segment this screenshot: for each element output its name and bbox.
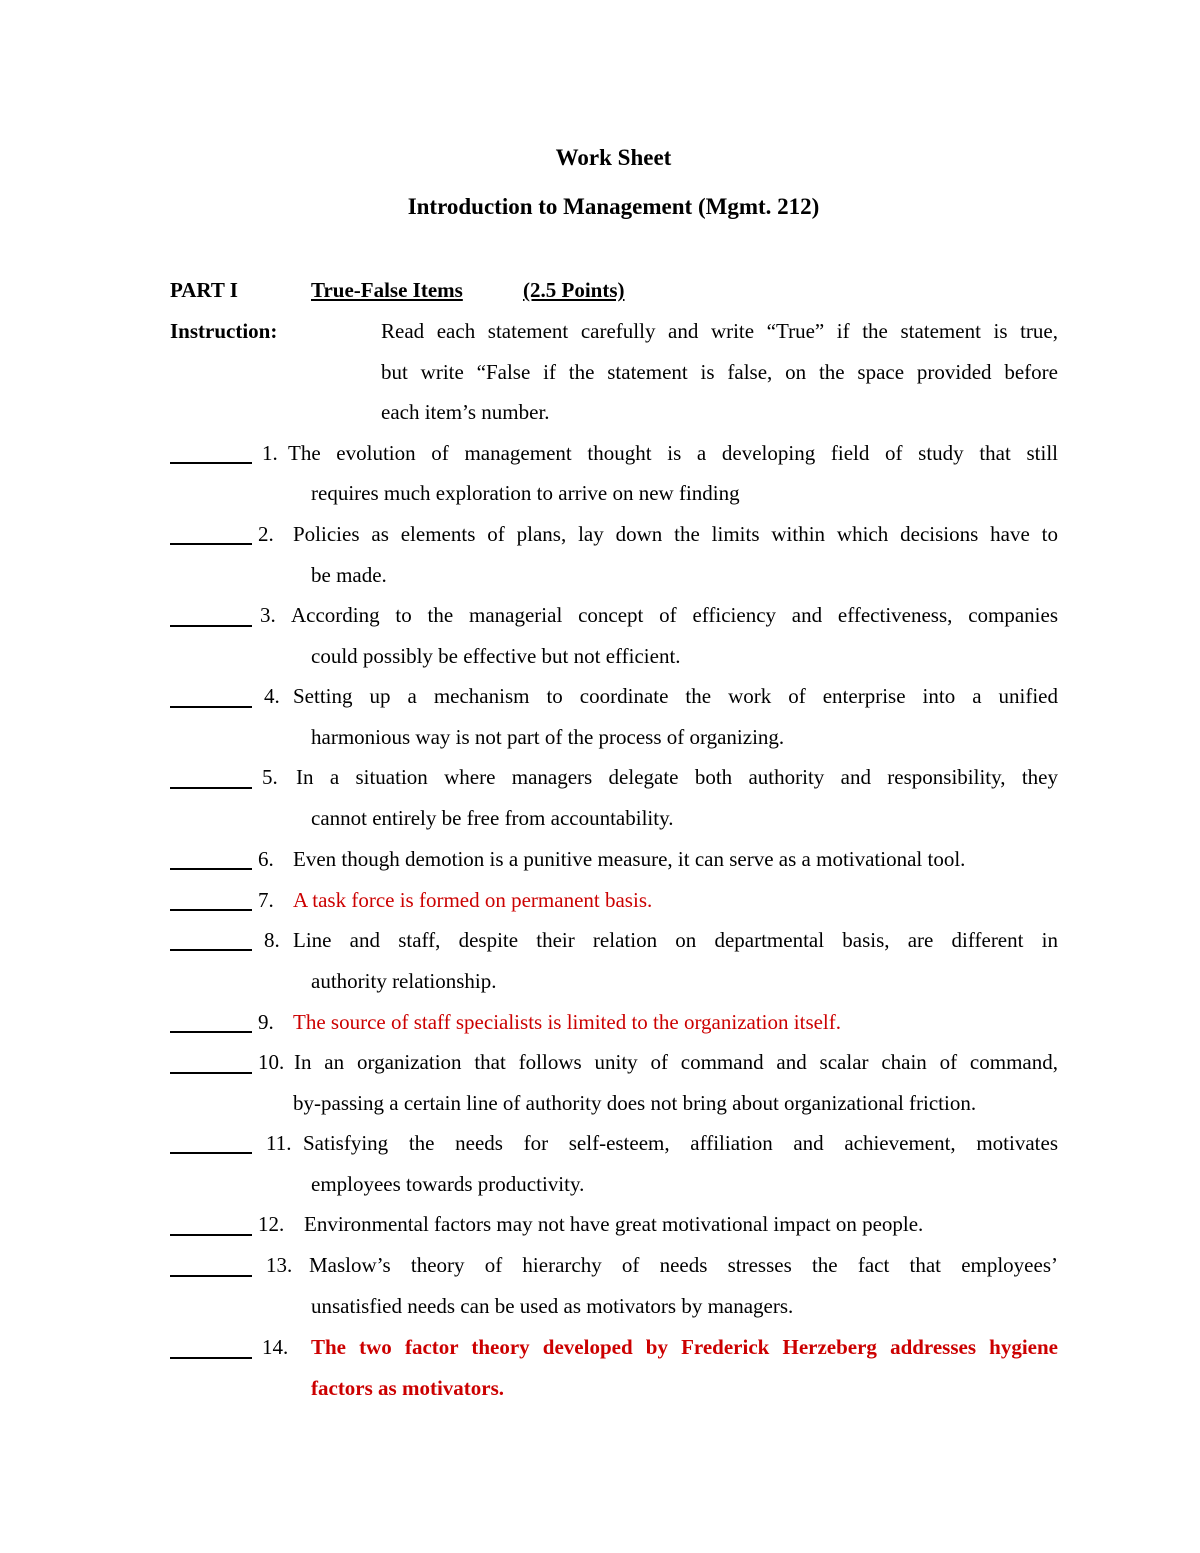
answer-blank[interactable] — [170, 462, 252, 464]
item-number: 4. — [264, 684, 280, 708]
worksheet-title: Work Sheet — [555, 145, 672, 170]
item-text-highlighted: The two factor theory developed by Frederick Herzeberg addresses hygiene — [311, 1335, 1058, 1359]
instruction-line: Read each statement carefully and write “True” if the statement is true, — [381, 319, 1058, 343]
answer-blank[interactable] — [170, 543, 252, 545]
answer-blank[interactable] — [170, 625, 252, 627]
answer-blank[interactable] — [170, 1234, 252, 1236]
item-text: In a situation where managers delegate both authority and responsibility, they — [296, 765, 1058, 789]
item-number: 6. — [258, 847, 274, 871]
item-number: 8. — [264, 928, 280, 952]
answer-blank[interactable] — [170, 868, 252, 870]
item-number: 12. — [258, 1212, 285, 1236]
item-text-continued: requires much exploration to arrive on new finding — [311, 481, 740, 505]
item-number: 13. — [266, 1253, 293, 1277]
item-text: In an organization that follows unity of command and scalar chain of command, — [294, 1050, 1058, 1074]
item-text: Setting up a mechanism to coordinate the work of enterprise into a unified — [293, 684, 1058, 708]
part-label: PART I — [170, 278, 238, 302]
course-title: Introduction to Management (Mgmt. 212) — [407, 194, 820, 219]
item-number: 11. — [266, 1131, 292, 1155]
item-text-continued: harmonious way is not part of the process of organizing. — [311, 725, 785, 749]
item-text-continued: could possibly be effective but not efficient. — [311, 644, 681, 668]
item-text-highlighted-continued: factors as motivators. — [311, 1376, 505, 1400]
item-text: Satisfying the needs for self-esteem, affiliation and achievement, motivates — [303, 1131, 1058, 1155]
item-number: 14. — [262, 1335, 289, 1359]
item-text-continued: cannot entirely be free from accountability. — [311, 806, 674, 830]
item-text: Even though demotion is a punitive measure, it can serve as a motivational tool. — [293, 847, 966, 871]
instruction-line: each item’s number. — [381, 400, 550, 424]
item-number: 10. — [258, 1050, 285, 1074]
item-text-continued: authority relationship. — [311, 969, 497, 993]
item-number: 3. — [260, 603, 276, 627]
answer-blank[interactable] — [170, 706, 252, 708]
instruction-line: but write “False if the statement is false, on the space provided before — [381, 360, 1058, 384]
answer-blank[interactable] — [170, 909, 252, 911]
item-text: Line and staff, despite their relation on departmental basis, are different in — [293, 928, 1058, 952]
answer-blank[interactable] — [170, 1275, 252, 1277]
answer-blank[interactable] — [170, 787, 252, 789]
item-number: 1. — [262, 441, 278, 465]
item-text: Policies as elements of plans, lay down the limits within which decisions have to — [293, 522, 1058, 546]
item-text-continued: unsatisfied needs can be used as motivators by managers. — [311, 1294, 794, 1318]
item-number: 7. — [258, 888, 274, 912]
item-number: 5. — [262, 765, 278, 789]
item-text: The evolution of management thought is a developing field of study that still — [288, 441, 1058, 465]
answer-blank[interactable] — [170, 1357, 252, 1359]
item-text-continued: be made. — [311, 563, 387, 587]
answer-blank[interactable] — [170, 1072, 252, 1074]
item-text: According to the managerial concept of efficiency and effectiveness, companies — [291, 603, 1058, 627]
section-points: (2.5 Points) — [523, 278, 625, 302]
instruction-label: Instruction: — [170, 319, 278, 343]
item-text-continued: by-passing a certain line of authority does not bring about organizational friction. — [293, 1091, 977, 1115]
item-number: 9. — [258, 1010, 274, 1034]
item-text-continued: employees towards productivity. — [311, 1172, 585, 1196]
answer-blank[interactable] — [170, 1031, 252, 1033]
item-text-highlighted: The source of staff specialists is limited to the organization itself. — [293, 1010, 842, 1034]
item-text-highlighted: A task force is formed on permanent basis. — [293, 888, 653, 912]
answer-blank[interactable] — [170, 949, 252, 951]
section-title: True-False Items — [311, 278, 463, 302]
item-number: 2. — [258, 522, 274, 546]
item-text: Environmental factors may not have great motivational impact on people. — [304, 1212, 924, 1236]
item-text: Maslow’s theory of hierarchy of needs stresses the fact that employees’ — [309, 1253, 1058, 1277]
answer-blank[interactable] — [170, 1152, 252, 1154]
